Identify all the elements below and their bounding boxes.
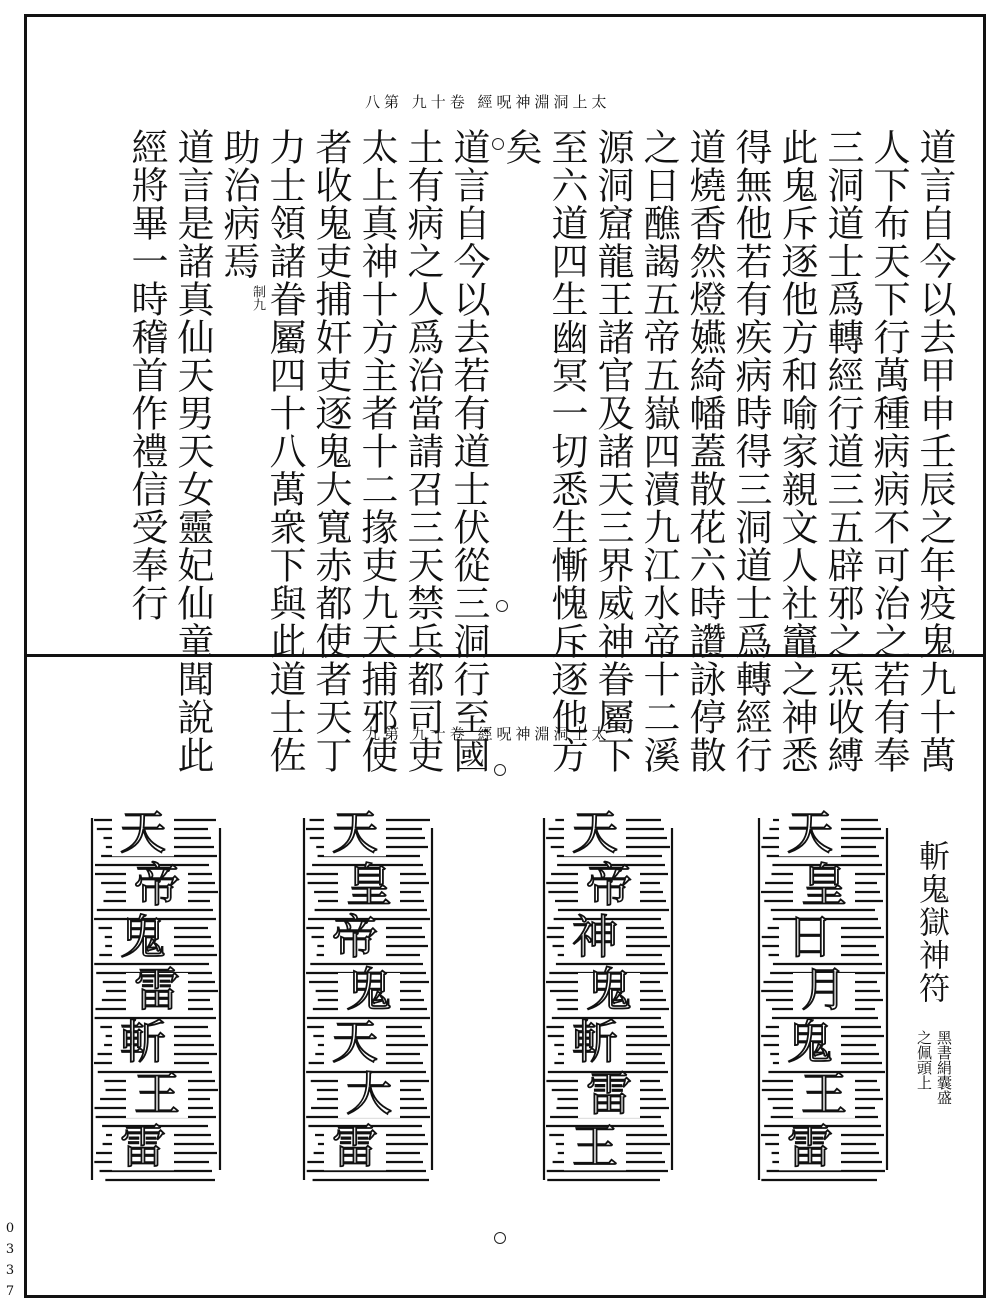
text-column: 道言自今以去甲申壬辰之年疫鬼九十萬 [913, 128, 956, 774]
talisman-glyph: 天 [332, 1014, 378, 1069]
talisman-glyph: 天 [787, 808, 833, 860]
talisman-glyph: 天 [120, 808, 166, 860]
text-column: 至六道四生幽冥一切悉生慚愧斥逐他方 [545, 128, 588, 774]
talisman-glyph: 王 [572, 1119, 618, 1174]
talisman-instruction-line: 之佩頭上 [915, 1030, 933, 1090]
text-column: 助治病焉 [217, 128, 260, 280]
talisman-glyph: 鬼 [787, 1014, 833, 1069]
talisman-title: 斬鬼獄神符 [913, 840, 949, 1005]
talisman-glyph: 天 [332, 808, 378, 860]
talisman-seal-4 [88, 808, 224, 1190]
talisman-seal-2 [540, 808, 676, 1190]
talisman-glyph: 帝 [134, 857, 180, 912]
talisman-glyph: 日 [787, 910, 833, 965]
talisman-glyph: 月 [801, 962, 847, 1017]
side-note: 制九 [250, 285, 265, 311]
talisman-glyph: 皇 [801, 857, 847, 912]
talisman-glyph: 斬 [120, 1014, 166, 1069]
talisman-glyph: 帝 [586, 857, 632, 912]
talisman-glyph: 雷 [787, 1119, 833, 1174]
text-column: 經將畢一時稽首作禮信受奉行 [125, 128, 168, 622]
bottom-page-header: 太上洞淵神呪經 卷十九 第九 [365, 725, 611, 743]
text-column: 源洞窟龍王諸官及諸天三界威神眷屬下 [591, 128, 634, 774]
text-column: 之日醮謁五帝五嶽四瀆九江水帝十二溪 [637, 128, 680, 774]
punctuation-circle [496, 600, 508, 612]
talisman-glyph: 皇 [346, 857, 392, 912]
talisman-instruction-line: 黑書絹囊盛 [935, 1030, 953, 1105]
talisman-glyph: 雷 [332, 1119, 378, 1174]
text-column: 道言自今以去若有道士伏從三洞行至國 [447, 128, 490, 774]
top-page-header: 太上洞淵神呪經 卷十九 第八 [365, 93, 611, 111]
talisman-glyph: 神 [572, 910, 618, 965]
talisman-glyph: 王 [801, 1067, 847, 1122]
talisman-glyph: 帝 [332, 910, 378, 965]
talisman-glyph: 雷 [120, 1119, 166, 1174]
text-column: 得無他若有疾病時得三洞道士爲轉經行 [729, 128, 772, 774]
text-column: 土有病之人爲治當請召三天禁兵都司吏 [401, 128, 444, 774]
text-column: 此鬼斥逐他方和喻家親文人社竈之神悉 [775, 128, 818, 774]
punctuation-circle [492, 138, 504, 150]
text-column: 道燒香然燈嬿綺幡蓋散花六時讚詠停散 [683, 128, 726, 774]
talisman-glyph: 天 [572, 808, 618, 860]
punctuation-circle [494, 1232, 506, 1244]
talisman-glyph: 雷 [134, 962, 180, 1017]
page-number: 0337 [5, 1221, 15, 1299]
text-column: 力士領諸眷屬四十八萬衆下與此道士佐 [263, 128, 306, 774]
text-column: 矣 [499, 128, 542, 166]
text-column: 者收鬼吏捕奸吏逐鬼大寬赤都使者天丁 [309, 128, 352, 774]
talisman-glyph: 大 [346, 1067, 392, 1122]
text-column: 三洞道士爲轉經行道三五辟邪之炁收縛 [821, 128, 864, 774]
text-column: 人下布天下行萬種病病不可治之若有奉 [867, 128, 910, 774]
text-column: 太上真神十方主者十二掾吏九天捕邪使 [355, 128, 398, 774]
talisman-glyph: 雷 [586, 1067, 632, 1122]
talisman-seal-3 [300, 808, 436, 1190]
talisman-glyph: 斬 [572, 1014, 618, 1069]
talisman-glyph: 鬼 [586, 962, 632, 1017]
talisman-glyph: 鬼 [120, 910, 166, 965]
talisman-glyph: 王 [134, 1067, 180, 1122]
talisman-glyph: 鬼 [346, 962, 392, 1017]
text-column: 道言是諸真仙天男天女靈妃仙童聞說此 [171, 128, 214, 774]
punctuation-circle [494, 764, 506, 776]
talisman-seal-1 [755, 808, 891, 1190]
